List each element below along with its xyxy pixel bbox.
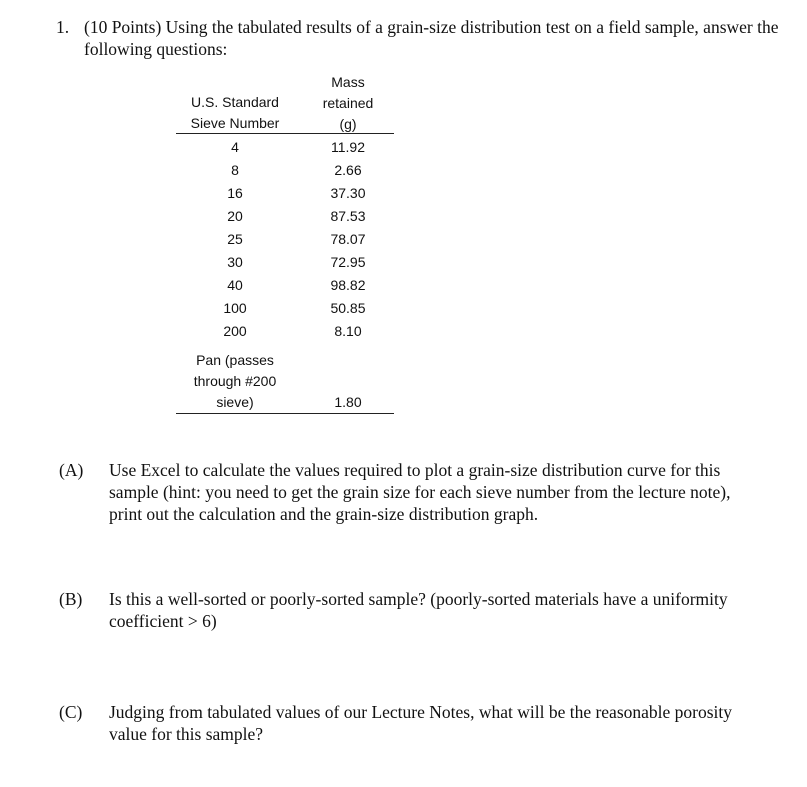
part-b-text: Is this a well-sorted or poorly-sorted sample? (poorly-sorted materials have a uniformity coefficient > 6) — [109, 589, 728, 631]
table-row-sieve: 40 — [227, 277, 243, 293]
mass-header-line3: (g) — [339, 116, 357, 132]
sieve-header — [178, 92, 292, 134]
table-row-sieve: 8 — [231, 162, 239, 178]
table-row-mass: 72.95 — [330, 254, 366, 270]
mass-header-line2: retained — [322, 95, 374, 111]
part-a — [59, 459, 764, 525]
part-c-body — [59, 701, 764, 745]
table-row-mass: 98.82 — [330, 277, 366, 293]
table-row-mass: 50.85 — [330, 300, 366, 316]
part-a-body — [59, 459, 764, 525]
table-row-mass: 8.10 — [334, 323, 362, 339]
pan-label — [178, 350, 292, 413]
table-row-sieve: 25 — [227, 231, 243, 247]
table-row-mass: 2.66 — [334, 162, 362, 178]
part-c-label: (C) — [59, 702, 83, 722]
part-c-text: Judging from tabulated values of our Lecture Notes, what will be the reasonable porosity value for this sample? — [109, 702, 733, 744]
table-row-sieve: 4 — [231, 139, 239, 155]
question-number: 1. — [56, 17, 70, 37]
mass-header — [310, 72, 386, 135]
header-rule — [176, 133, 394, 134]
table-row-sieve: 16 — [227, 185, 243, 201]
table-row-sieve: 20 — [227, 208, 243, 224]
part-a-label: (A) — [59, 460, 84, 480]
table-row-sieve: 200 — [223, 323, 247, 339]
part-b — [59, 588, 764, 632]
pan-label-line1: Pan (passes — [196, 352, 274, 368]
part-b-label: (B) — [59, 589, 83, 609]
table-row-mass: 11.92 — [331, 139, 365, 155]
question-text: (10 Points) Using the tabulated results of a grain-size distribution test on a field sample, answer the following questions: — [84, 17, 779, 59]
sieve-header-line2: Sieve Number — [190, 115, 280, 131]
table-row-sieve: 30 — [227, 254, 243, 270]
part-a-text: Use Excel to calculate the values required to plot a grain-size distribution curve for this sample (hint: you need to get the grain size for each sieve number from the lecture note), print out the calculation and the grain-size distribution graph. — [109, 460, 731, 524]
sieve-header-line1: U.S. Standard — [191, 94, 279, 110]
table-row-mass: 87.53 — [330, 208, 366, 224]
part-b-body — [59, 588, 764, 632]
pan-label-line2: through #200 — [193, 373, 277, 389]
table-row-sieve: 100 — [223, 300, 247, 316]
mass-header-line1: Mass — [331, 74, 365, 90]
table-row-mass: 78.07 — [330, 231, 366, 247]
bottom-rule — [176, 413, 394, 414]
part-c — [59, 701, 764, 745]
pan-label-line3: sieve) — [216, 394, 254, 410]
pan-mass: 1.80 — [334, 394, 362, 410]
table-row-mass: 37.30 — [330, 185, 366, 201]
